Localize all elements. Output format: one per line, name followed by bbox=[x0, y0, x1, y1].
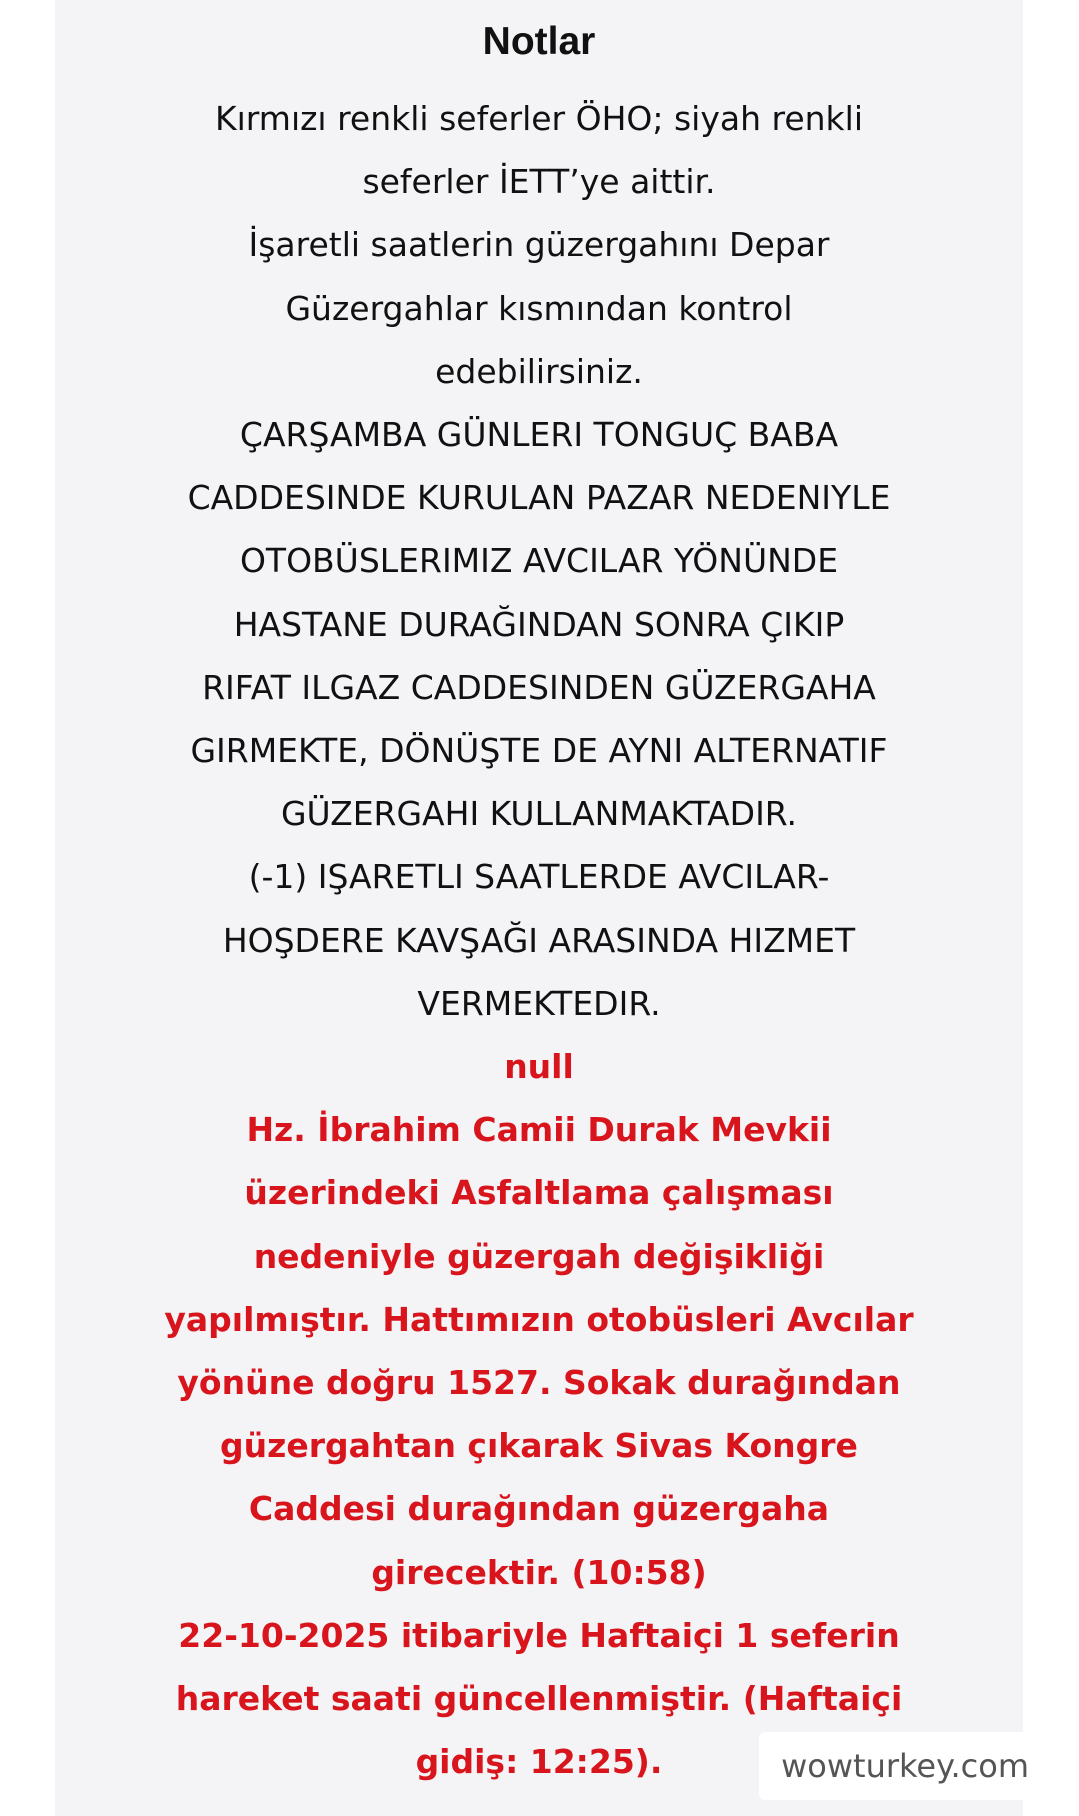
alert-line: girecektir. (10:58) bbox=[371, 1552, 707, 1592]
note-line: GÜZERGAHI KULLANMAKTADIR. bbox=[280, 794, 798, 834]
note-line: OTOBÜSLERIMIZ AVCILAR YÖNÜNDE bbox=[239, 541, 839, 581]
note-line: HASTANE DURAĞINDAN SONRA ÇIKIP bbox=[233, 604, 845, 644]
alert-line: üzerindeki Asfaltlama çalışması bbox=[244, 1173, 834, 1213]
alert-line: hareket saati güncellenmiştir. (Haftaiçi bbox=[175, 1679, 903, 1719]
note-line: VERMEKTEDIR. bbox=[417, 983, 661, 1023]
note-line: Kırmızı renkli seferler ÖHO; siyah renkli bbox=[215, 99, 863, 138]
alert-line: güzergahtan çıkarak Sivas Kongre bbox=[220, 1426, 858, 1466]
alert-line: gidiş: 12:25). bbox=[415, 1742, 663, 1782]
note-line: GIRMEKTE, DÖNÜŞTE DE AYNI ALTERNATIF bbox=[190, 731, 888, 771]
watermark: wowturkey.com bbox=[759, 1732, 1051, 1800]
note-line: edebilirsiniz. bbox=[435, 351, 643, 391]
alert-line: nedeniyle güzergah değişikliği bbox=[253, 1236, 825, 1276]
alert-line: Caddesi durağından güzergaha bbox=[248, 1489, 830, 1529]
alert-line: Hz. İbrahim Camii Durak Mevkii bbox=[246, 1110, 832, 1150]
note-line: Güzergahlar kısmından kontrol bbox=[285, 288, 793, 328]
alert-line: 22-10-2025 itibariyle Haftaiçi 1 seferin bbox=[178, 1615, 900, 1655]
note-line: seferler İETT’ye aittir. bbox=[362, 162, 716, 202]
alert-line: yapılmıştır. Hattımızın otobüsleri Avcılar bbox=[164, 1299, 914, 1339]
note-line: HOŞDERE KAVŞAĞI ARASINDA HIZMET bbox=[222, 920, 856, 960]
note-line: ÇARŞAMBA GÜNLERI TONGUÇ BABA bbox=[239, 415, 839, 455]
notes-panel bbox=[55, 0, 1023, 1816]
notes-text bbox=[130, 87, 948, 1793]
note-line: CADDESINDE KURULAN PAZAR NEDENIYLE bbox=[187, 478, 891, 518]
notes-title: Notlar bbox=[482, 20, 596, 63]
alert-line: null bbox=[504, 1047, 574, 1087]
note-line: (-1) IŞARETLI SAATLERDE AVCILAR- bbox=[248, 857, 830, 897]
note-line: İşaretli saatlerin güzergahını Depar bbox=[248, 225, 830, 265]
note-line: RIFAT ILGAZ CADDESINDEN GÜZERGAHA bbox=[202, 667, 876, 707]
alert-line: yönüne doğru 1527. Sokak durağından bbox=[177, 1363, 901, 1403]
